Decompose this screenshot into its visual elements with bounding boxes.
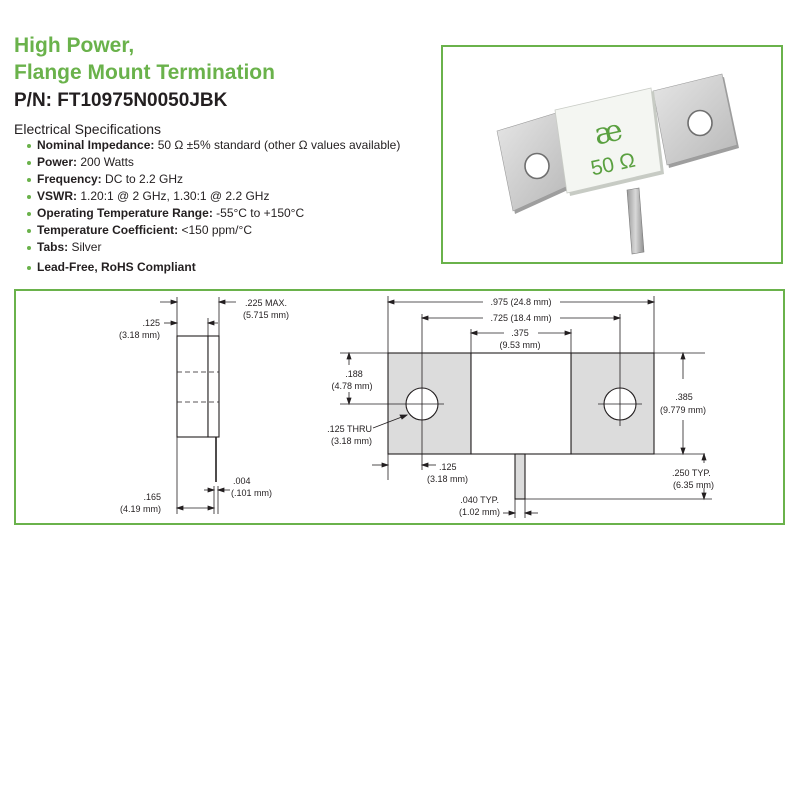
dim-225-label: .225 MAX. bbox=[245, 298, 288, 308]
product-photo bbox=[443, 47, 781, 262]
dim-250-label: .250 TYP. bbox=[672, 468, 711, 478]
resistor-body bbox=[555, 88, 664, 196]
dim-385-metric: (9.779 mm) bbox=[659, 405, 707, 415]
mechanical-drawing bbox=[16, 291, 783, 523]
dim-004-label: .004 bbox=[233, 476, 251, 486]
dim-375-metric: (9.53 mm) bbox=[499, 340, 541, 350]
spec-value: -55°C to +150°C bbox=[212, 206, 305, 220]
spec-label: Operating Temperature Range: bbox=[37, 206, 213, 220]
spec-label: Nominal Impedance: bbox=[37, 138, 155, 152]
spec-label: Temperature Coefficient: bbox=[37, 223, 179, 237]
dim-125-side-metric: (3.18 mm) bbox=[118, 330, 160, 340]
mounting-hole-icon bbox=[525, 154, 549, 179]
dim-125-label: .125 bbox=[439, 462, 457, 472]
brand-logo: æ bbox=[591, 112, 626, 153]
dim-165-label: .165 bbox=[143, 492, 161, 502]
dim-040-label: .040 TYP. bbox=[460, 495, 499, 505]
spec-tabs bbox=[25, 239, 400, 256]
dim-125-thru-metric: (3.18 mm) bbox=[330, 436, 372, 446]
spec-vswr bbox=[25, 188, 400, 205]
dim-004-metric: (.101 mm) bbox=[231, 488, 273, 498]
product-title bbox=[14, 32, 275, 86]
mechanical-drawing-frame bbox=[14, 289, 785, 525]
dim-125-metric: (3.18 mm) bbox=[427, 474, 469, 484]
part-number: P/N: FT10975N0050JBK bbox=[14, 90, 228, 111]
spec-value: 200 Watts bbox=[77, 155, 134, 169]
spec-label: Frequency: bbox=[37, 172, 102, 186]
spec-power bbox=[25, 154, 400, 171]
dim-188-label: .188 bbox=[345, 369, 363, 379]
spec-label: Power: bbox=[37, 155, 78, 169]
impedance-label: 50 Ω bbox=[588, 148, 638, 181]
mounting-hole-icon bbox=[688, 111, 712, 136]
title-line-1: High Power, bbox=[14, 34, 135, 57]
spec-label: Tabs: bbox=[37, 240, 69, 254]
spec-value: <150 ppm/°C bbox=[178, 223, 252, 237]
specs-heading: Electrical Specifications bbox=[14, 121, 162, 137]
right-flange bbox=[653, 74, 739, 168]
spec-operating-temp bbox=[25, 205, 400, 222]
dim-165-metric: (4.19 mm) bbox=[119, 504, 161, 514]
spec-label: VSWR: bbox=[37, 189, 77, 203]
side-view bbox=[160, 297, 236, 514]
spec-value: 50 Ω ±5% standard (other Ω values available) bbox=[154, 138, 401, 152]
dim-385-label: .385 bbox=[675, 392, 693, 402]
spec-value: Silver bbox=[68, 240, 102, 254]
spec-value: DC to 2.2 GHz bbox=[101, 172, 184, 186]
dim-725-label: .725 (18.4 mm) bbox=[490, 313, 552, 323]
spec-value: 1.20:1 @ 2 GHz, 1.30:1 @ 2.2 GHz bbox=[77, 189, 270, 203]
spec-impedance bbox=[25, 137, 400, 154]
dim-125-thru-label: .125 THRU bbox=[327, 424, 372, 434]
dim-975-label: .975 (24.8 mm) bbox=[490, 297, 552, 307]
title-line-2: Flange Mount Termination bbox=[14, 61, 275, 84]
dim-125-side-label: .125 bbox=[142, 318, 160, 328]
dim-225-metric: (5.715 mm) bbox=[243, 310, 290, 320]
dim-040-metric: (1.02 mm) bbox=[458, 507, 500, 517]
dim-375-label: .375 bbox=[511, 328, 529, 338]
specs-list bbox=[25, 137, 400, 276]
spec-temp-coefficient bbox=[25, 222, 400, 239]
spec-frequency bbox=[25, 171, 400, 188]
dim-188-metric: (4.78 mm) bbox=[331, 381, 373, 391]
spec-compliance: Lead-Free, RoHS Compliant bbox=[25, 259, 400, 276]
product-photo-frame bbox=[441, 45, 783, 264]
lead-tab bbox=[627, 188, 644, 254]
dim-250-metric: (6.35 mm) bbox=[673, 480, 715, 490]
